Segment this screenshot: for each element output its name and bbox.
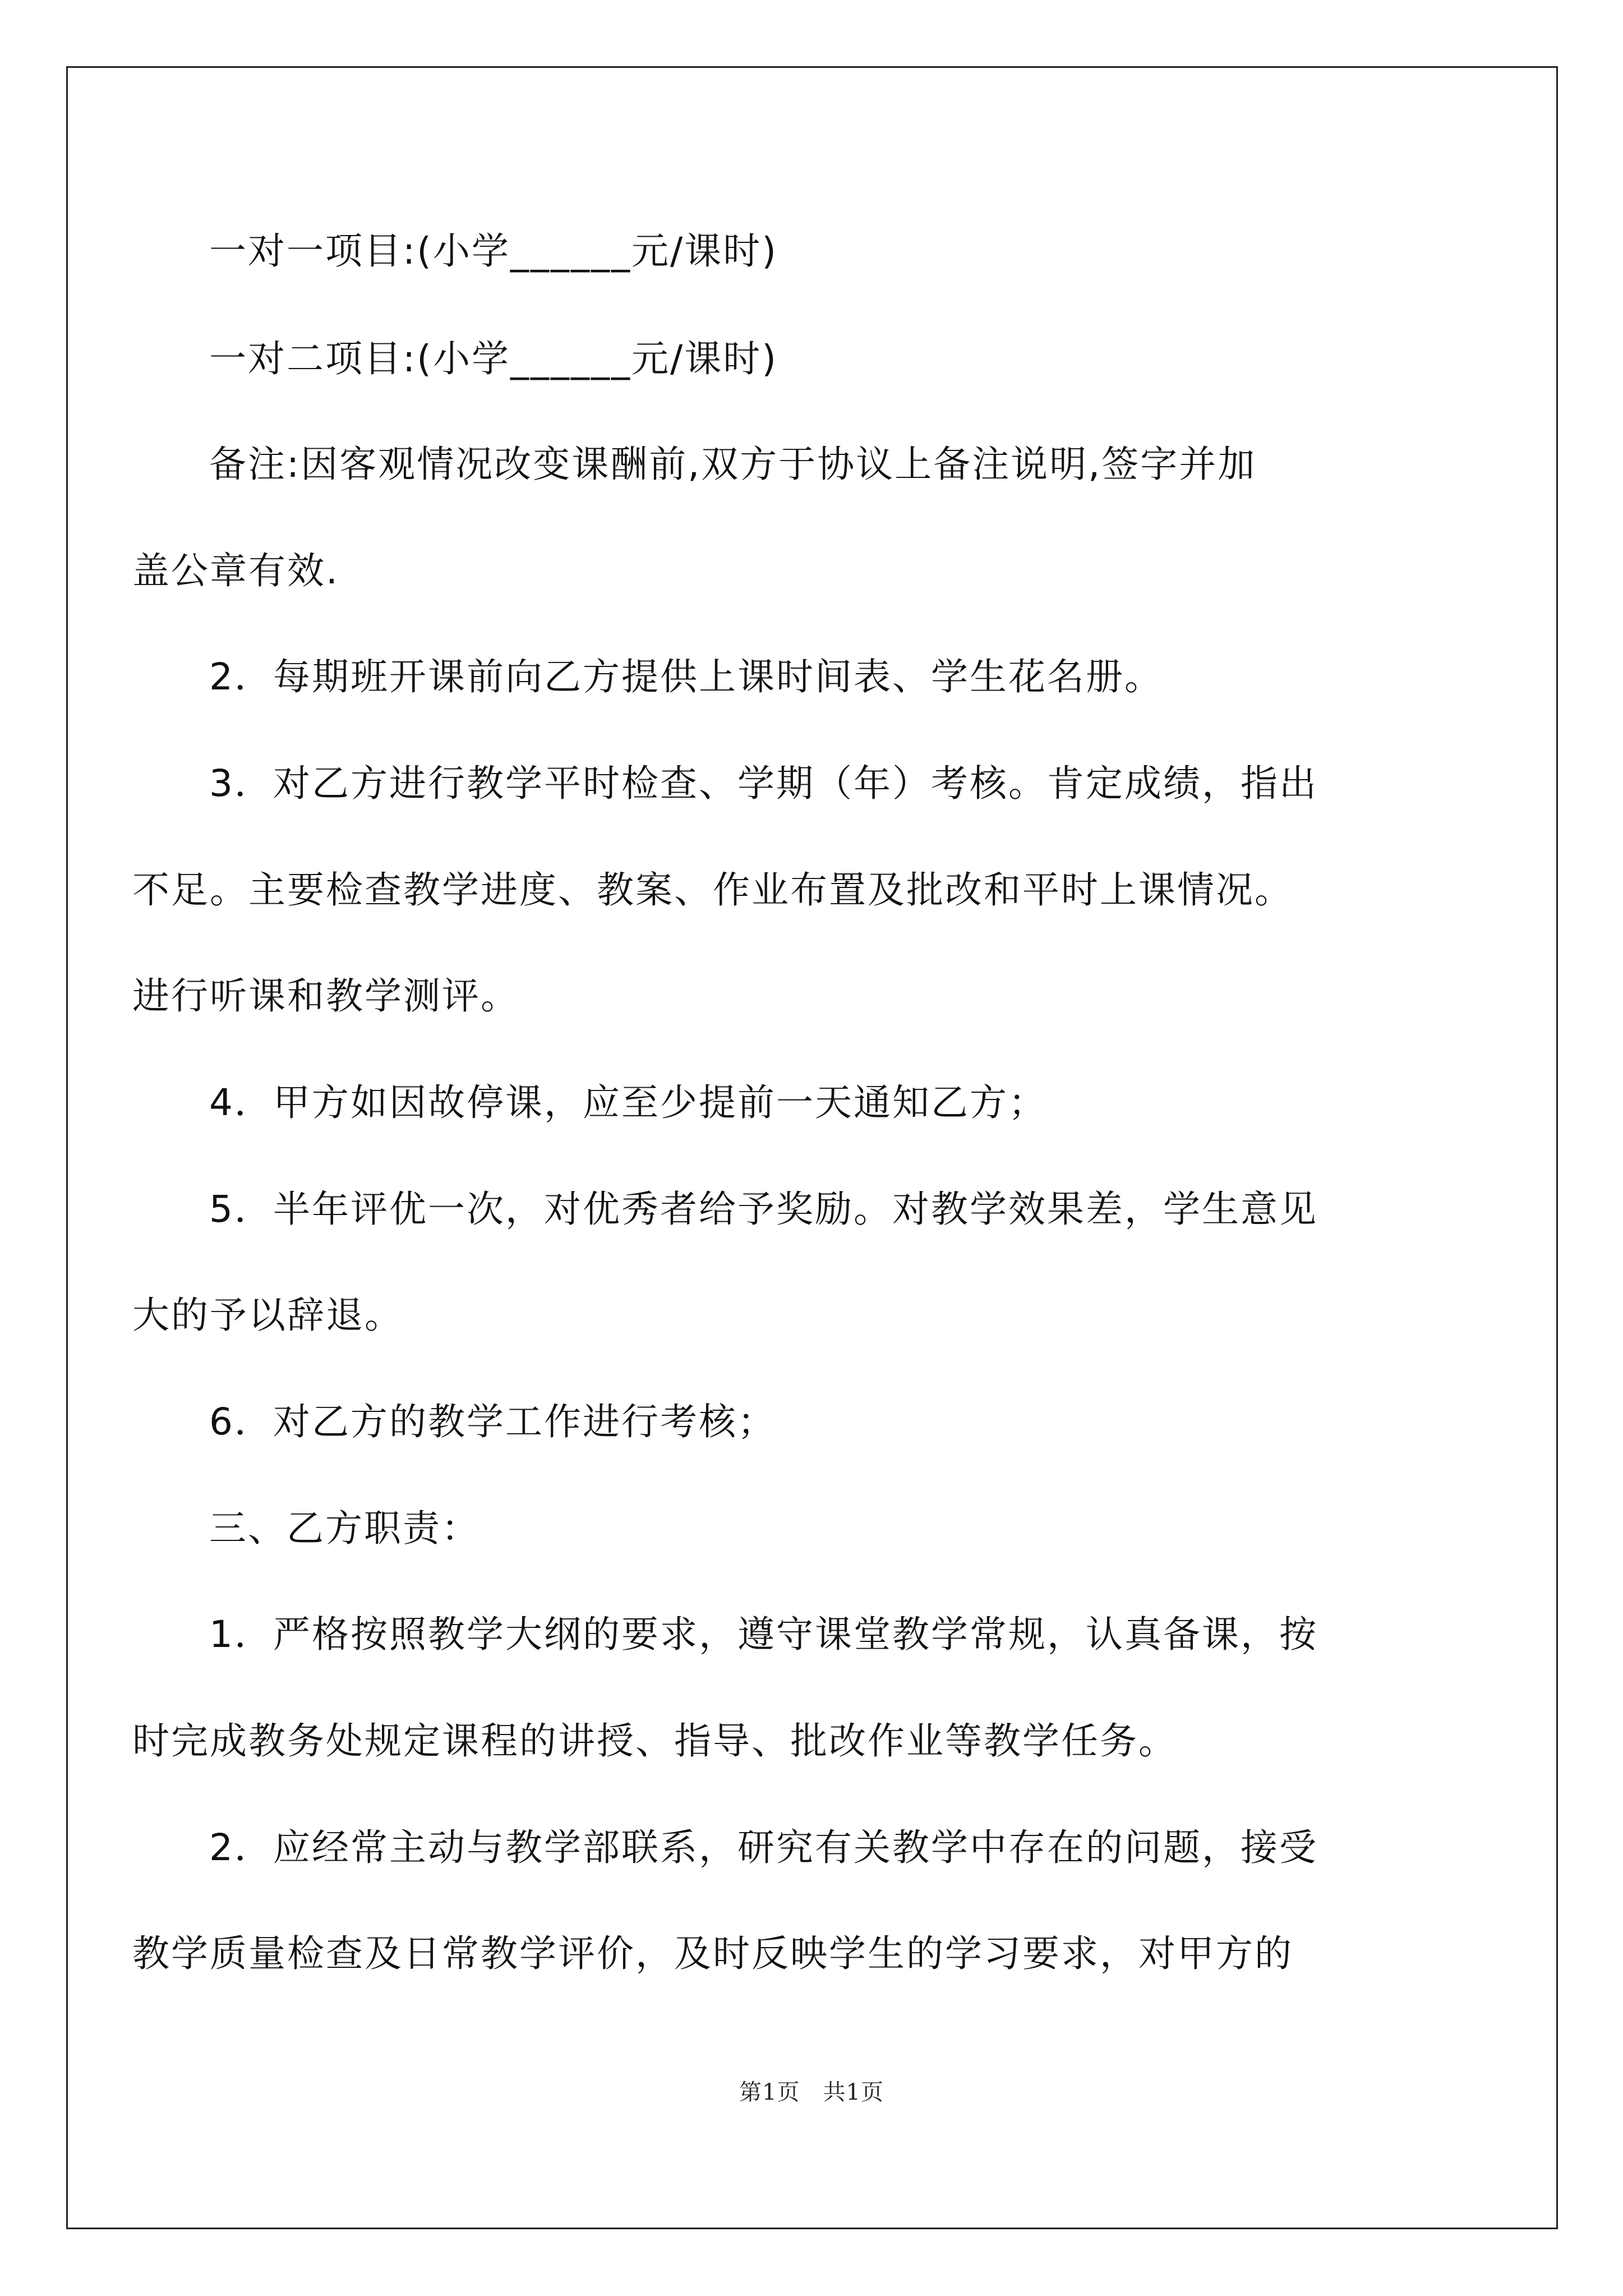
text-line: 5．半年评优一次，对优秀者给予奖励。对教学效果差，学生意见	[209, 1188, 1318, 1231]
text-line: 教学质量检查及日常教学评价，及时反映学生的学习要求，对甲方的	[132, 1932, 1293, 1975]
text-line: 3．对乙方进行教学平时检查、学期（年）考核。肯定成绩，指出	[209, 762, 1318, 805]
text-line: 1．严格按照教学大纲的要求，遵守课堂教学常规，认真备课，按	[209, 1613, 1318, 1656]
page-border	[66, 66, 1558, 2229]
text-line: 不足。主要检查教学进度、教案、作业布置及批改和平时上课情况。	[132, 868, 1293, 912]
text-line: 盖公章有效.	[132, 549, 339, 592]
text-line: 一对二项目:(小学______元/课时)	[209, 337, 778, 380]
text-line: 大的予以辞退。	[132, 1294, 403, 1337]
text-line: 进行听课和教学测评。	[132, 974, 519, 1018]
text-line: 2．应经常主动与教学部联系，研究有关教学中存在的问题，接受	[209, 1826, 1318, 1869]
page-number-footer: 第1页 共1页	[739, 2079, 884, 2105]
text-line: 备注:因客观情况改变课酬前,双方于协议上备注说明,签字并加	[209, 443, 1257, 486]
text-line: 4．甲方如因故停课，应至少提前一天通知乙方；	[209, 1081, 1047, 1124]
text-line: 2．每期班开课前向乙方提供上课时间表、学生花名册。	[209, 655, 1163, 698]
text-line: 时完成教务处规定课程的讲授、指导、批改作业等教学任务。	[132, 1719, 1177, 1763]
text-line: 一对一项目:(小学______元/课时)	[209, 229, 778, 273]
section-heading: 三、乙方职责：	[209, 1507, 480, 1550]
text-line: 6．对乙方的教学工作进行考核；	[209, 1400, 776, 1443]
